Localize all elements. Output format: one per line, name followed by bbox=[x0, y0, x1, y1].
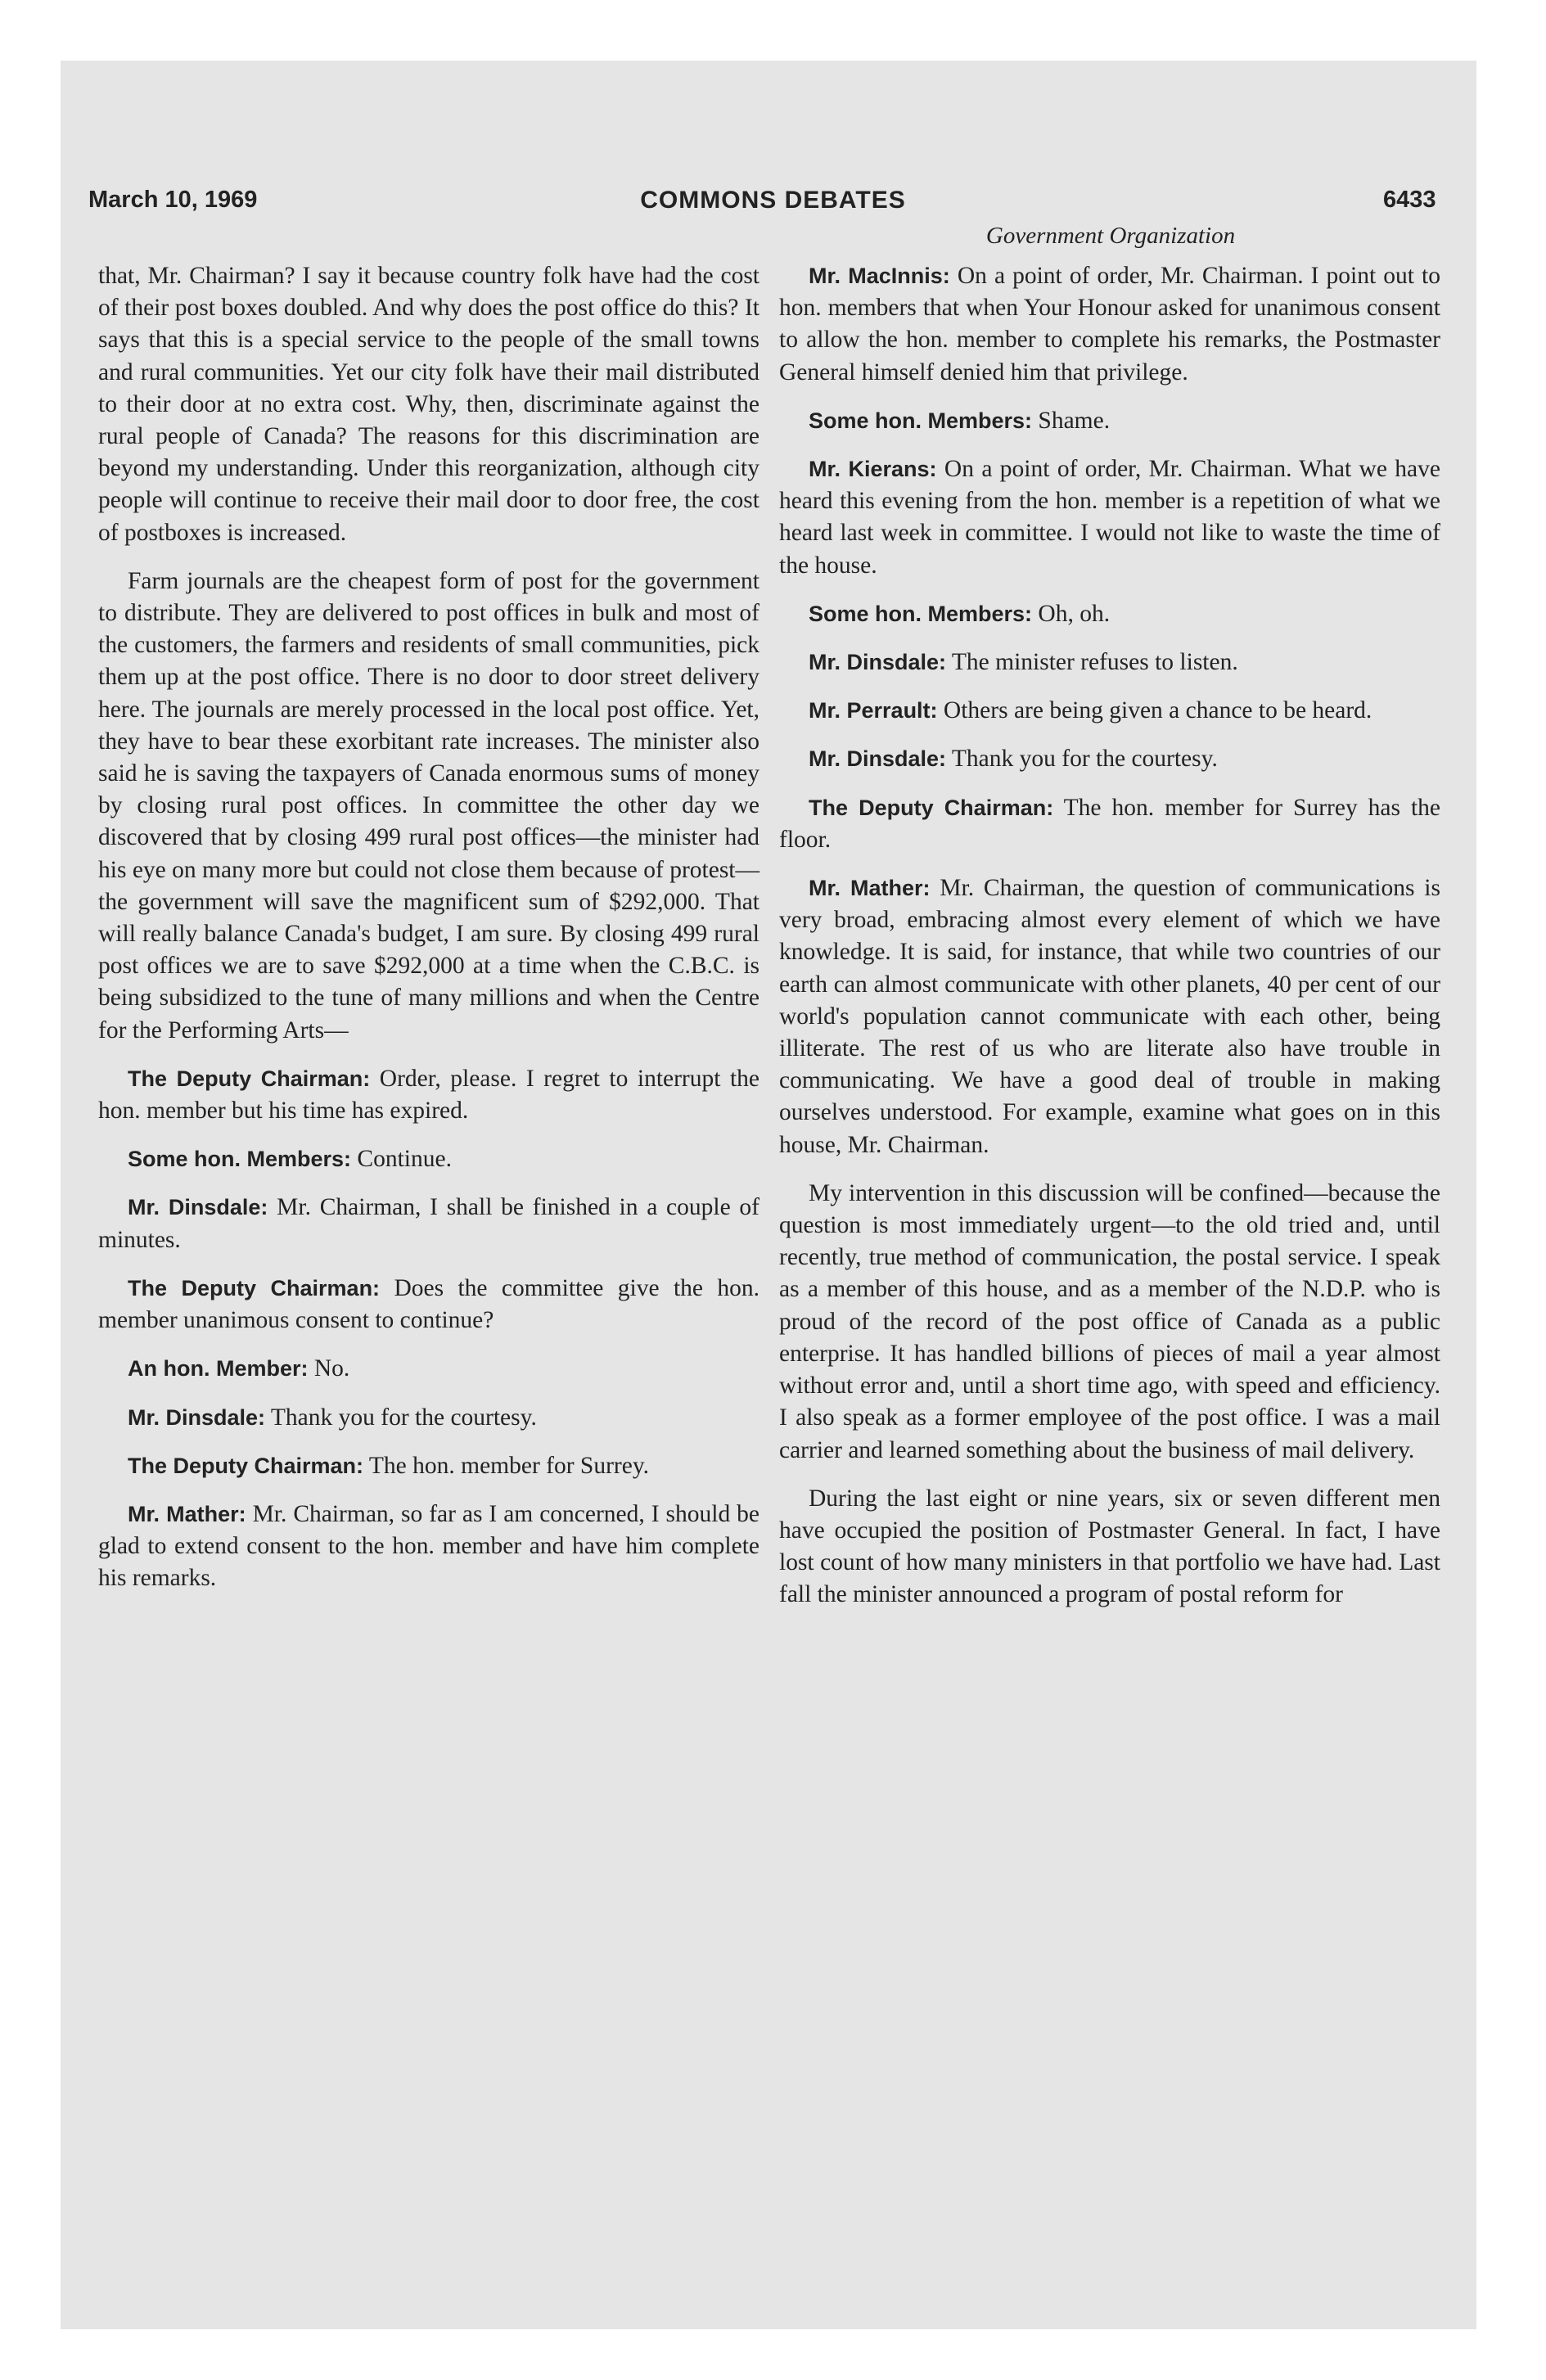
speech-paragraph bbox=[98, 1063, 759, 1127]
speech-paragraph bbox=[779, 598, 1440, 630]
speech-text: Mr. Chairman, so far as I am concerned, I should be glad to extend consent to the hon. member and have him complete his remarks. bbox=[98, 1500, 759, 1592]
left-column bbox=[98, 260, 759, 1611]
speech-paragraph bbox=[98, 1192, 759, 1255]
speaker-name: Some hon. Members: bbox=[809, 408, 1033, 433]
speaker-name: Mr. Dinsdale: bbox=[128, 1404, 266, 1430]
paragraph bbox=[98, 260, 759, 549]
speech-paragraph bbox=[779, 453, 1440, 582]
speech-text: Oh, oh. bbox=[1038, 600, 1111, 627]
speech-text: Thank you for the courtesy. bbox=[270, 1404, 537, 1431]
speaker-name: Mr. Dinsdale: bbox=[809, 650, 947, 675]
speaker-name: The Deputy Chairman: bbox=[809, 795, 1054, 820]
speech-text: The hon. member for Surrey. bbox=[368, 1452, 650, 1479]
speech-text: Order, please. I regret to interrupt the hon. member but his time has expired. bbox=[98, 1065, 759, 1125]
speech-paragraph bbox=[779, 647, 1440, 678]
speaker-name: Mr. Kierans: bbox=[809, 457, 937, 482]
paragraph-text: that, Mr. Chairman? I say it because country folk have had the cost of their post boxes doubled. And why does the post office do this? It says that this is a special service to the people of the small towns and rural communities. Yet our city folk have their mail distributed to their door at no extra cost. Why, then, discriminate against the rural people of Canada? The reasons for this discrimination are beyond my understanding. Under this reorganization, although city people will continue to receive their mail door to door free, the cost of postboxes is increased. bbox=[98, 263, 759, 546]
speech-text: On a point of order, Mr. Chairman. What we have heard this evening from the hon. member is a repetition of what we heard last week in committee. I would not like to waste the time of the house. bbox=[779, 456, 1440, 579]
speaker-name: The Deputy Chairman: bbox=[128, 1453, 364, 1478]
right-column bbox=[779, 260, 1440, 1628]
speech-paragraph bbox=[98, 1143, 759, 1175]
speaker-name: Mr. Mather: bbox=[128, 1501, 246, 1526]
paragraph-text: Farm journals are the cheapest form of post for the government to distribute. They are delivered to post offices in bulk and most of the customers, the farmers and residents of small communities, pick them up at the post office. There is no door to door street delivery here. The journals are merely processed in the local post office. Yet, they have to bear these exorbitant rate increases. The minister also said he is saving the taxpayers of Canada enormous sums of money by closing rural post offices. In committee the other day we discovered that by closing 499 rural post offices—the minister had his eye on many more but could not close them because of protest—the government will save the magnificent sum of $292,000. That will really balance Canada's budget, I am sure. By closing 499 rural post offices we are to save $292,000 at a time when the C.B.C. is being subsidized to the tune of many millions and when the Centre for the Performing Arts— bbox=[98, 567, 759, 1044]
speech-text: The minister refuses to listen. bbox=[951, 649, 1238, 676]
speaker-name: Mr. Dinsdale: bbox=[128, 1195, 268, 1220]
speaker-name: Some hon. Members: bbox=[128, 1147, 352, 1172]
speech-text: Does the committee give the hon. member unanimous consent to continue? bbox=[98, 1274, 759, 1334]
speaker-name: The Deputy Chairman: bbox=[128, 1275, 381, 1300]
speech-paragraph bbox=[779, 695, 1440, 727]
speech-text: Thank you for the courtesy. bbox=[951, 746, 1218, 773]
paragraph bbox=[779, 1178, 1440, 1467]
paragraph bbox=[98, 566, 759, 1047]
speaker-name: Some hon. Members: bbox=[809, 601, 1033, 626]
paragraph-text: My intervention in this discussion will be confined—because the question is most immediately urgent—to the old tried and, until recently, true method of communication, the postal service. I speak as a member of this house, and as a member of the N.D.P. who is proud of the record of the post office of Canada as a public enterprise. It has handled billions of pieces of mail a year almost without error and, until a short time ago, with speed and efficiency. I also speak as a former employee of the post office. I was a mail carrier and learned something about the business of mail delivery. bbox=[779, 1179, 1440, 1463]
speech-paragraph bbox=[779, 792, 1440, 856]
speaker-name: The Deputy Chairman: bbox=[128, 1066, 371, 1091]
speech-text: Shame. bbox=[1038, 407, 1111, 434]
speech-text: Continue. bbox=[357, 1146, 452, 1173]
speaker-name: An hon. Member: bbox=[128, 1356, 309, 1382]
speech-paragraph bbox=[98, 1402, 759, 1434]
speaker-name: Mr. MacInnis: bbox=[809, 264, 950, 288]
speech-text: No. bbox=[313, 1355, 350, 1382]
speaker-name: Mr. Perrault: bbox=[809, 698, 938, 723]
speech-paragraph bbox=[779, 872, 1440, 1161]
speech-paragraph bbox=[98, 1499, 759, 1595]
speech-paragraph bbox=[779, 260, 1440, 389]
speaker-name: Mr. Dinsdale: bbox=[809, 746, 947, 772]
speech-text: Others are being given a chance to be heard. bbox=[943, 697, 1372, 724]
speech-paragraph bbox=[98, 1450, 759, 1482]
speech-text: Mr. Chairman, the question of communications is very broad, embracing almost every element of which we have knowledge. It is said, for instance, that while two countries of our earth can almost communicate with other planets, 40 per cent of our world's population cannot communicate with each other, being illiterate. The rest of us who are literate also have trouble in communicating. We have a good deal of trouble in making ourselves understood. For example, examine what goes on in this house, Mr. Chairman. bbox=[779, 875, 1440, 1158]
header-date: March 10, 1969 bbox=[88, 187, 258, 213]
section-subheading: Government Organization bbox=[985, 223, 1236, 249]
speech-paragraph bbox=[98, 1273, 759, 1336]
speech-text: Mr. Chairman, I shall be finished in a couple of minutes. bbox=[98, 1194, 759, 1253]
header-page-number: 6433 bbox=[1383, 187, 1436, 213]
speech-text: The hon. member for Surrey has the floor. bbox=[779, 794, 1440, 853]
speech-paragraph bbox=[779, 405, 1440, 437]
paragraph-text: During the last eight or nine years, six or seven different men have occupied the position of Postmaster General. In fact, I have lost count of how many ministers in that portfolio we have had. Last fall the minister announced a program of postal reform for bbox=[779, 1485, 1440, 1608]
speaker-name: Mr. Mather: bbox=[809, 876, 931, 901]
speech-paragraph bbox=[98, 1353, 759, 1385]
speech-paragraph bbox=[779, 743, 1440, 775]
header-title: COMMONS DEBATES bbox=[640, 187, 906, 214]
speech-text: On a point of order, Mr. Chairman. I point out to hon. members that when Your Honour asked for unanimous consent to allow the hon. member to complete his remarks, the Postmaster General himself denied him that privilege. bbox=[779, 263, 1440, 385]
paragraph bbox=[779, 1483, 1440, 1611]
